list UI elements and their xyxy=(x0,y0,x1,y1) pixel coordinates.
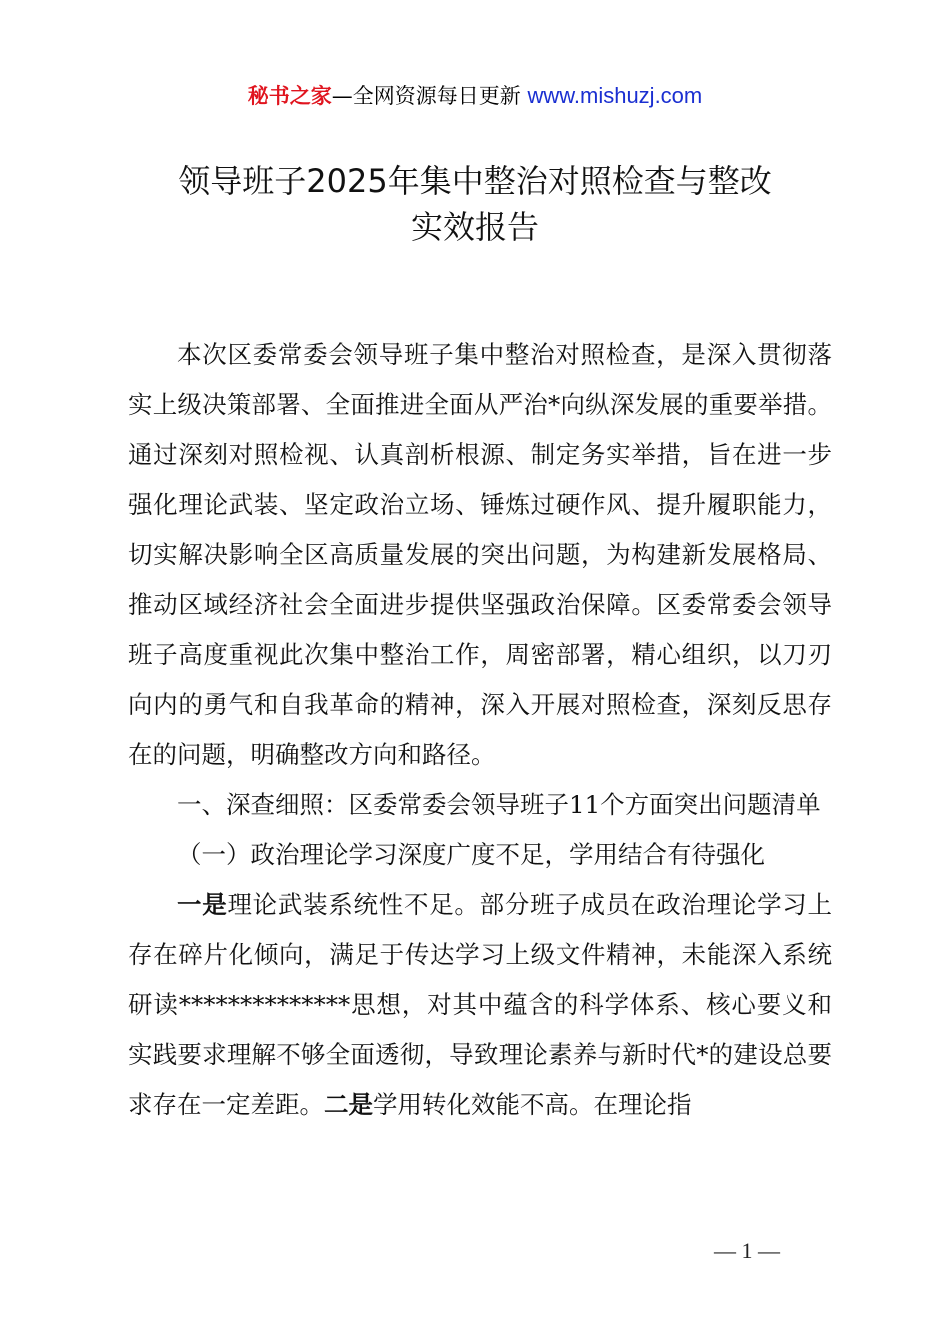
point-2-lead: 二是 xyxy=(324,1090,373,1119)
point-paragraph-1 xyxy=(128,880,832,1130)
document-title xyxy=(100,158,850,250)
title-line-2: 实效报告 xyxy=(410,208,539,246)
intro-paragraph: 本次区委常委会领导班子集中整治对照检查，是深入贯彻落实上级决策部署、全面推进全面从严治*向纵深发展的重要举措。通过深刻对照检视、认真剖析根源、制定务实举措，旨在进一步强化理论武装、坚定政治立场、锤炼过硬作风、提升履职能力，切实解决影响全区高质量发展的突出问题，为构建新发展格局、推动区域经济社会全面进步提供坚强政治保障。区委常委会领导班子高度重视此次集中整治工作，周密部署，精心组织，以刀刃向内的勇气和自我革命的精神，深入开展对照检查，深刻反思存在的问题，明确整改方向和路径。 xyxy=(128,340,832,769)
site-url[interactable]: www.mishuzj.com xyxy=(527,83,703,108)
banner-slogan: —全网资源每日更新 xyxy=(331,84,521,108)
document-body xyxy=(128,330,832,1130)
title-line-1: 领导班子2025年集中整治对照检查与整改 xyxy=(178,162,772,200)
point-1-lead: 一是 xyxy=(177,890,228,919)
brand-name: 秘书之家 xyxy=(247,84,332,108)
subsection-heading-1: （一）政治理论学习深度广度不足，学用结合有待强化 xyxy=(177,840,765,869)
site-banner xyxy=(0,80,950,112)
page-number: — 1 — xyxy=(714,1238,780,1263)
section-heading-1: 一、深查细照：区委常委会领导班子11个方面突出问题清单 xyxy=(177,790,821,819)
point-2-text: 学用转化效能不高。在理论指 xyxy=(373,1090,692,1119)
point-1-text: 理论武装系统性不足。部分班子成员在政治理论学习上存在碎片化倾向，满足于传达学习上级文件精神，未能深入系统研读**************思想，对其中蕴含的科学体系、核心要义和实践要求理解不够全面透彻，导致理论素养与新时代*的建设总要求存在一定差距。 xyxy=(128,890,833,1119)
